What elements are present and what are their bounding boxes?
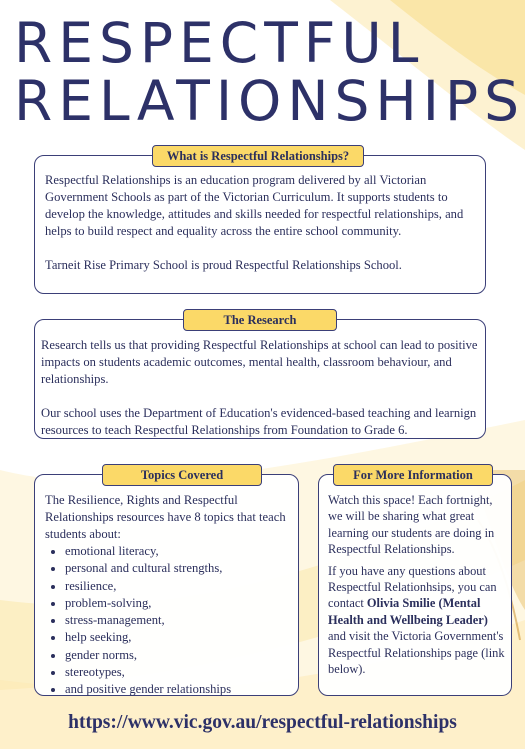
what-is-heading-label: What is Respectful Relationships? [152, 145, 364, 167]
more-info-section [318, 474, 512, 696]
list-item: • help seeking, [65, 629, 290, 646]
title-line-2: RELATIONSHIPS [14, 69, 525, 133]
more-info-heading-label: For More Information [333, 464, 493, 486]
research-paragraph-2: Our school uses the Department of Education's evidenced-based teaching and learnign resources to teach Respectful Relationships from Foundation to Grade 6. [41, 406, 477, 437]
topics-list [45, 543, 290, 699]
list-item: • and positive gender relationships [65, 681, 290, 698]
list-item: • problem-solving, [65, 595, 290, 612]
more-info-paragraph-1: Watch this space! Each fortnight, we will be sharing what great learning our students are doing in Respectful Relationships. [328, 493, 495, 557]
list-item: • emotional literacy, [65, 543, 290, 560]
research-section [34, 319, 486, 439]
more-info-text-before: If you have any questions about Respectful Relationhsips, you can contact [328, 563, 497, 611]
title-line-1: RESPECTFUL [14, 11, 425, 75]
what-is-paragraph-1: Respectful Relationships is an education program delivered by all Victorian Government Schools as part of the Victorian Curriculum. It supports students to develop the knowledge, attitudes and skills needed for respectful relationships, and helps to build respect and equality across the entire school community. [45, 173, 464, 238]
research-paragraph-1: Research tells us that providing Respectful Relationships at school can lead to positive impacts on students academic outcomes, mental health, classroom behaviour, and relationships. [41, 338, 478, 386]
footer-link[interactable]: https://www.vic.gov.au/respectful-relationships [68, 712, 457, 733]
contact-name: Olivia Smilie (Mental Health and Wellbeing Leader) [328, 596, 488, 627]
list-item: • stress-management, [65, 612, 290, 629]
topics-intro: The Resilience, Rights and Respectful Relationships resources have 8 topics that teach students about: [45, 493, 286, 541]
list-item: • personal and cultural strengths, [65, 560, 290, 577]
page-title [14, 11, 525, 133]
list-item: • resilience, [65, 578, 290, 595]
what-is-section [34, 155, 486, 294]
list-item: • stereotypes, [65, 664, 290, 681]
research-heading-label: The Research [183, 309, 337, 331]
topics-section [34, 474, 299, 696]
more-info-paragraph-2 [328, 563, 505, 678]
topics-heading-label: Topics Covered [102, 464, 262, 486]
list-item: • gender norms, [65, 647, 290, 664]
what-is-paragraph-2: Tarneit Rise Primary School is proud Respectful Relationships School. [45, 258, 402, 272]
more-info-text-after: and visit the Victoria Government's Respectful Relationships page (link below). [328, 629, 505, 677]
